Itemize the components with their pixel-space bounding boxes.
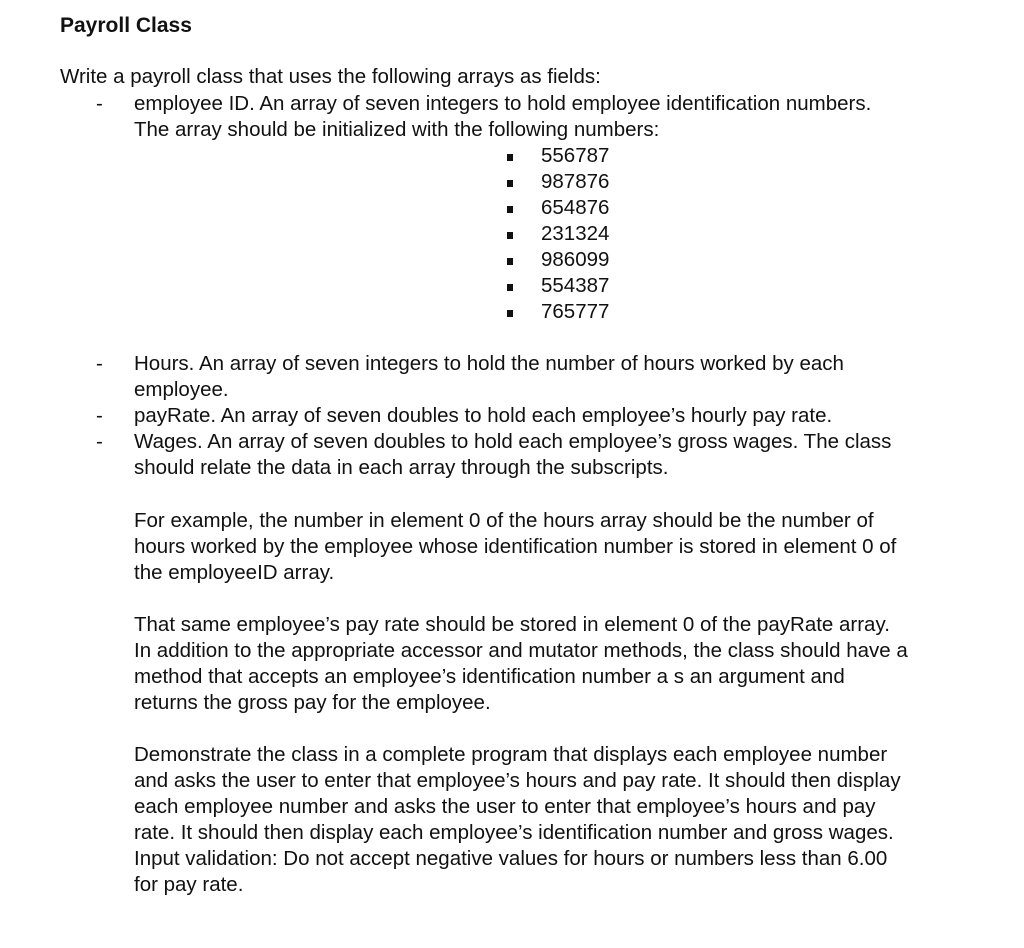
employee-id-value: 554387 — [541, 274, 610, 297]
intro-text: Write a payroll class that uses the following arrays as fields: — [60, 65, 601, 88]
square-bullet-icon — [507, 258, 513, 265]
text-line: method that accepts an employee’s identification number a s an argument and — [134, 665, 845, 688]
text-line: each employee number and asks the user to enter that employee’s hours and pay — [134, 795, 876, 818]
bullet-wages-text — [134, 429, 1014, 481]
employee-id-value: 765777 — [541, 300, 610, 323]
square-bullet-icon — [507, 232, 513, 239]
text-line: In addition to the appropriate accessor and mutator methods, the class should have a — [134, 639, 908, 662]
dash-marker: - — [96, 430, 103, 453]
text-line: and asks the user to enter that employee’s hours and pay rate. It should then display — [134, 769, 901, 792]
employee-id-value: 986099 — [541, 248, 610, 271]
square-bullet-icon — [507, 310, 513, 317]
employee-id-value: 654876 — [541, 196, 610, 219]
employee-id-value: 231324 — [541, 222, 610, 245]
dash-marker: - — [96, 352, 103, 375]
text-line: The array should be initialized with the following numbers: — [134, 118, 660, 141]
square-bullet-icon — [507, 284, 513, 291]
dash-marker: - — [96, 92, 103, 115]
bullet-hours-text — [134, 351, 1014, 403]
text-line: Wages. An array of seven doubles to hold each employee’s gross wages. The class — [134, 430, 892, 453]
square-bullet-icon — [507, 206, 513, 213]
bullet-pay-rate-text — [134, 403, 1014, 429]
text-line: That same employee’s pay rate should be stored in element 0 of the payRate array. — [134, 613, 890, 636]
employee-id-value: 987876 — [541, 170, 610, 193]
square-bullet-icon — [507, 180, 513, 187]
text-line: Input validation: Do not accept negative values for hours or numbers less than 6.00 — [134, 847, 888, 870]
bullet-employee-id-text — [134, 91, 1014, 143]
text-line: should relate the data in each array through the subscripts. — [134, 456, 669, 479]
text-line: rate. It should then display each employee’s identification number and gross wages. — [134, 821, 894, 844]
paragraph-example — [134, 508, 1014, 586]
text-line: employee. — [134, 378, 229, 401]
employee-id-value: 556787 — [541, 144, 610, 167]
text-line: payRate. An array of seven doubles to hold each employee’s hourly pay rate. — [134, 404, 833, 427]
text-line: Hours. An array of seven integers to hold the number of hours worked by each — [134, 352, 844, 375]
text-line: For example, the number in element 0 of the hours array should be the number of — [134, 509, 874, 532]
text-line: Demonstrate the class in a complete program that displays each employee number — [134, 743, 888, 766]
square-bullet-icon — [507, 154, 513, 161]
text-line: hours worked by the employee whose identification number is stored in element 0 of — [134, 535, 897, 558]
paragraph-demonstrate — [134, 742, 1014, 898]
text-line: for pay rate. — [134, 873, 244, 896]
text-line: returns the gross pay for the employee. — [134, 691, 491, 714]
page-title: Payroll Class — [60, 14, 192, 37]
text-line: the employeeID array. — [134, 561, 335, 584]
text-line: employee ID. An array of seven integers to hold employee identification numbers. — [134, 92, 872, 115]
paragraph-pay-rate-note — [134, 612, 1014, 716]
dash-marker: - — [96, 404, 103, 427]
